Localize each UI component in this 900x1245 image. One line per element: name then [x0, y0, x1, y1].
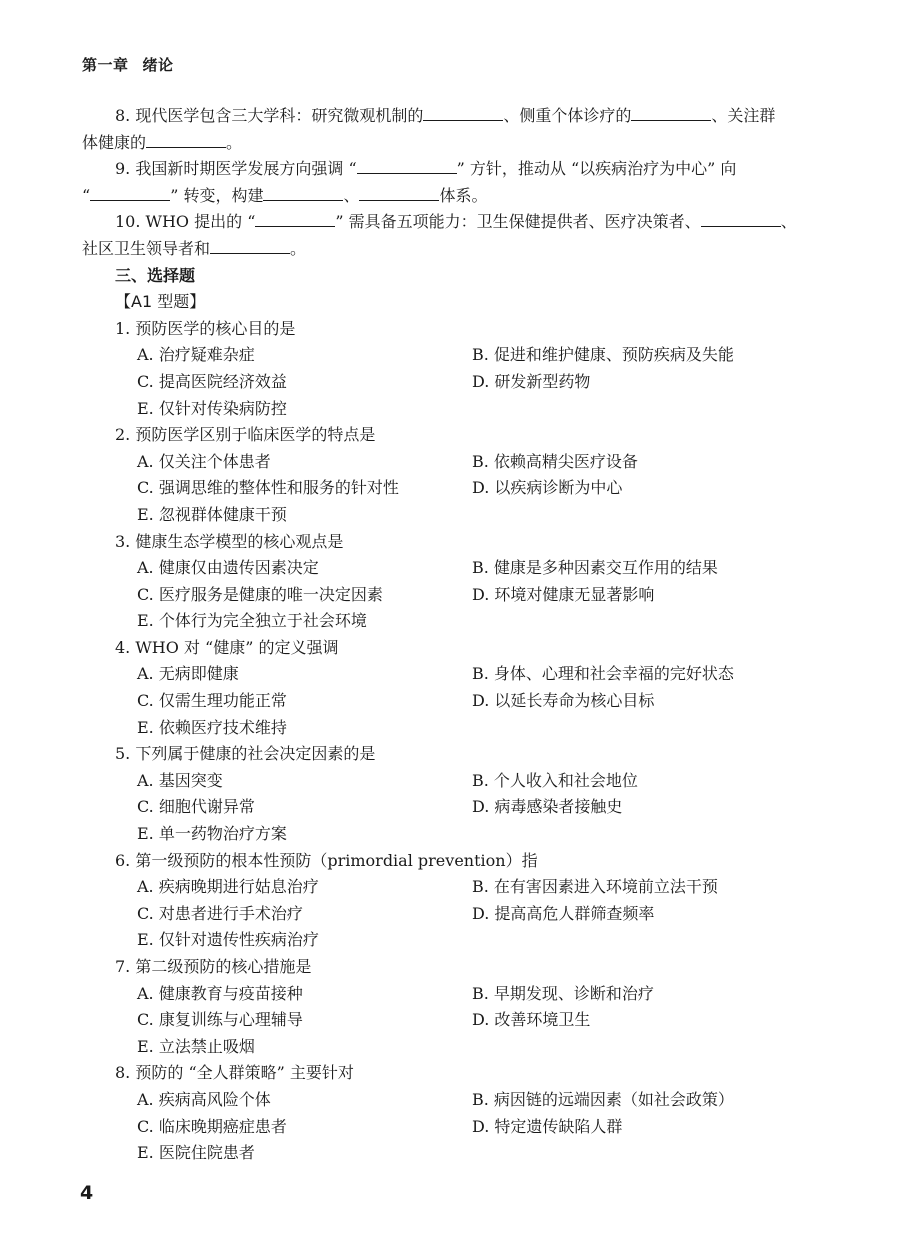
option-row	[82, 502, 792, 529]
blank	[263, 185, 343, 201]
fill-in-question-10: 10. WHO 提出的 “ ” 需具备五项能力：卫生保健提供者、医疗决策者、 、	[115, 212, 797, 232]
blank	[701, 211, 781, 227]
option-d: D. 病毒感染者接触史	[472, 797, 623, 817]
option-row	[82, 555, 792, 582]
option-e: E. 单一药物治疗方案	[137, 824, 287, 844]
option-row	[82, 1087, 792, 1114]
question-stem: 7. 第二级预防的核心措施是	[115, 957, 312, 976]
question-stem: 4. WHO 对 “健康” 的定义强调	[115, 637, 339, 657]
option-d: D. 以延长寿命为核心目标	[472, 691, 655, 711]
multiple-choice-list	[82, 316, 792, 1167]
option-row	[82, 475, 792, 502]
option-a: A. 仅关注个体患者	[137, 451, 271, 471]
page-content	[82, 103, 797, 1167]
option-b: B. 健康是多种因素交互作用的结果	[472, 558, 718, 578]
option-row	[82, 1007, 792, 1034]
option-a: A. 基因突变	[137, 770, 223, 790]
option-b: B. 促进和维护健康、预防疾病及失能	[472, 345, 734, 365]
option-e: E. 个体行为完全独立于社会环境	[137, 611, 367, 631]
subsection-title: 【A1 型题】	[115, 292, 206, 312]
blank	[210, 238, 290, 254]
fill-in-question-9: 9. 我国新时期医学发展方向强调 “ ” 方针，推动从 “以疾病治疗为中心” 向	[115, 159, 737, 179]
page-number: 4	[80, 1182, 94, 1204]
option-row	[82, 901, 792, 928]
option-b: B. 在有害因素进入环境前立法干预	[472, 877, 718, 897]
option-d: D. 环境对健康无显著影响	[472, 584, 655, 604]
option-row	[82, 661, 792, 688]
question-stem: 2. 预防医学区别于临床医学的特点是	[115, 425, 376, 445]
option-row	[82, 768, 792, 795]
option-row	[82, 342, 792, 369]
option-e: E. 依赖医疗技术维持	[137, 717, 287, 737]
option-c: C. 医疗服务是健康的唯一决定因素	[137, 584, 383, 604]
option-row	[82, 608, 792, 635]
option-c: C. 提高医院经济效益	[137, 371, 287, 391]
option-c: C. 康复训练与心理辅导	[137, 1010, 303, 1030]
option-e: E. 仅针对传染病防控	[137, 398, 287, 418]
option-b: B. 身体、心理和社会幸福的完好状态	[472, 664, 734, 684]
option-d: D. 特定遗传缺陷人群	[472, 1116, 623, 1136]
option-b: B. 个人收入和社会地位	[472, 770, 638, 790]
option-c: C. 仅需生理功能正常	[137, 691, 287, 711]
option-b: B. 病因链的远端因素（如社会政策）	[472, 1089, 734, 1109]
section-title: 三、选择题	[115, 265, 196, 285]
blank	[423, 105, 503, 121]
option-e: E. 立法禁止吸烟	[137, 1036, 255, 1056]
option-a: A. 健康仅由遗传因素决定	[137, 558, 319, 578]
option-c: C. 对患者进行手术治疗	[137, 903, 303, 923]
option-d: D. 改善环境卫生	[472, 1010, 591, 1030]
option-a: A. 健康教育与疫苗接种	[137, 983, 303, 1003]
fill-in-question-8-cont: 体健康的 。	[82, 132, 243, 152]
option-row	[82, 1140, 792, 1167]
option-d: D. 以疾病诊断为中心	[472, 478, 623, 498]
option-row	[82, 715, 792, 742]
blank	[146, 132, 226, 148]
option-a: A. 疾病晚期进行姑息治疗	[137, 877, 319, 897]
option-row	[82, 927, 792, 954]
option-row	[82, 981, 792, 1008]
fill-in-question-10-cont: 社区卫生领导者和 。	[82, 238, 307, 258]
option-d: D. 研发新型药物	[472, 371, 591, 391]
option-row	[82, 1034, 792, 1061]
option-c: C. 细胞代谢异常	[137, 797, 255, 817]
question-stem: 3. 健康生态学模型的核心观点是	[115, 531, 344, 551]
question-stem: 8. 预防的 “全人群策略” 主要针对	[115, 1063, 354, 1083]
option-a: A. 治疗疑难杂症	[137, 345, 255, 365]
option-c: C. 强调思维的整体性和服务的针对性	[137, 478, 399, 498]
question-stem: 6. 第一级预防的根本性预防（primordial prevention）指	[115, 850, 538, 870]
option-row	[82, 821, 792, 848]
option-row	[82, 449, 792, 476]
blank	[357, 158, 457, 174]
blank	[90, 185, 170, 201]
blank	[631, 105, 711, 121]
question-stem: 1. 预防医学的核心目的是	[115, 318, 296, 338]
option-row	[82, 688, 792, 715]
option-c: C. 临床晚期癌症患者	[137, 1116, 287, 1136]
chapter-number: 第一章	[82, 56, 129, 74]
option-row	[82, 369, 792, 396]
fill-in-question-9-cont: “ ” 转变，构建 、 体系。	[82, 185, 488, 205]
blank	[255, 211, 335, 227]
chapter-title: 绪论	[142, 56, 174, 74]
fill-in-question-8: 8. 现代医学包含三大学科：研究微观机制的 、侧重个体诊疗的 、关注群	[115, 106, 776, 125]
option-a: A. 无病即健康	[137, 664, 239, 684]
option-e: E. 忽视群体健康干预	[137, 504, 287, 524]
option-d: D. 提高高危人群筛查频率	[472, 903, 655, 923]
option-row	[82, 582, 792, 609]
option-e: E. 医院住院患者	[137, 1143, 255, 1163]
option-row	[82, 794, 792, 821]
option-b: B. 早期发现、诊断和治疗	[472, 983, 654, 1003]
running-header	[82, 54, 174, 75]
blank	[359, 185, 439, 201]
option-row	[82, 874, 792, 901]
option-a: A. 疾病高风险个体	[137, 1089, 271, 1109]
option-row	[82, 396, 792, 423]
question-stem: 5. 下列属于健康的社会决定因素的是	[115, 744, 376, 764]
option-e: E. 仅针对遗传性疾病治疗	[137, 930, 319, 950]
option-b: B. 依赖高精尖医疗设备	[472, 451, 638, 471]
option-row	[82, 1114, 792, 1141]
